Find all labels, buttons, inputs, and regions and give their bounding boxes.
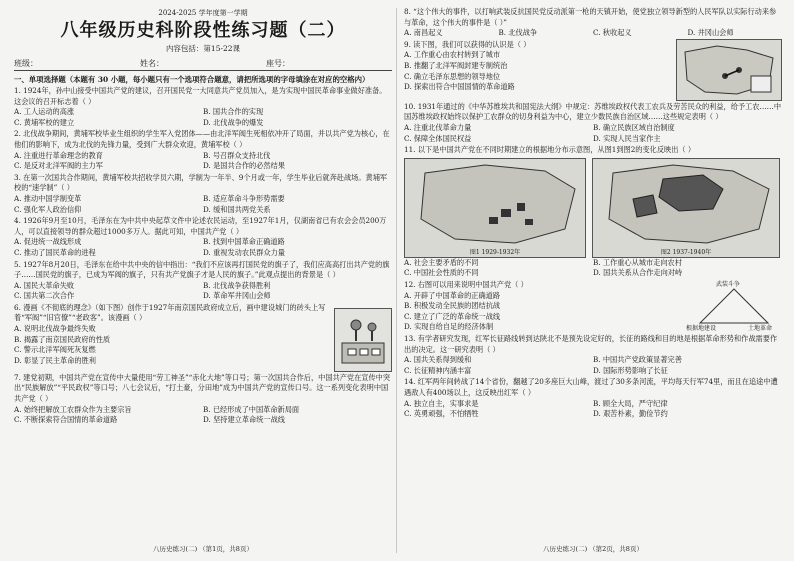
- option[interactable]: B. 找到中国革命正确道路: [203, 237, 285, 247]
- right-page: [404, 6, 782, 555]
- option[interactable]: D. 重视发动农民群众力量: [203, 247, 285, 257]
- question-1: 1. 1924年，孙中山接受中国共产党的建议，召开国民党一大同意共产党员加入，是为实现中国民革命事业做好准备。这会议的召开标志着（ ）: [14, 86, 387, 106]
- name-field-label[interactable]: 姓名：: [140, 59, 164, 68]
- options-10: [404, 123, 782, 144]
- question-14: 14. 红军两年间转战了14个省份，翻越了20多座巨大山峰，渡过了30多条河流，平均每天行军74里，而且在追途中遭遇敌人有400场以上，这反映出红军（ ）: [404, 377, 778, 397]
- tri-top: 武装斗争: [716, 280, 741, 288]
- cartoon-image: [334, 308, 392, 372]
- option[interactable]: B. 顾全大局，严守纪律: [593, 398, 668, 408]
- option[interactable]: B. 揭露了南京国民政府的性质: [14, 334, 111, 344]
- option[interactable]: B. 确立民族区域自治制度: [593, 122, 675, 132]
- map-1: [404, 158, 586, 258]
- option[interactable]: C. 强化军人政治信仰: [14, 204, 82, 214]
- option[interactable]: C. 中国社会性质的不同: [404, 268, 479, 278]
- option[interactable]: D. 缓和国共两党关系: [203, 204, 271, 214]
- triangle-diagram: [686, 279, 782, 333]
- option[interactable]: C. 确立毛泽东思想的领导地位: [404, 71, 501, 81]
- question-7: 7. 建党初期，中国共产党在宣传中大量使用“劳工神圣”“赤化大地”等口号；第一次国共合作后，中国共产党在宣传中突出“民族解放”“平民政权”等口号；八七会议后，“打土豪，分田地”成为中国共产党的宣传口号。这一系列变化表明中国共产党（ ）: [14, 372, 391, 404]
- question-6-block: [14, 302, 392, 372]
- maps-row: [404, 158, 782, 258]
- option[interactable]: C. 是反对北洋军阀的主力军: [14, 161, 103, 171]
- question-3: 3. 在第一次国共合作期间，黄埔军校共招收学员六期，学制为一年半、9个月或一年，学生毕业后就奔赴战场。黄埔军校的“速学制”（ ）: [14, 172, 388, 193]
- option[interactable]: C. 国共第二次合作: [14, 291, 75, 301]
- option[interactable]: B. 工作重心从城市走向农村: [593, 257, 682, 267]
- class-field-label[interactable]: 班级：: [14, 59, 38, 68]
- option[interactable]: D. 井冈山会师: [687, 28, 734, 38]
- option[interactable]: D. 坚持建立革命统一战线: [203, 415, 285, 425]
- question-9: 9. 读下图，我们可以获得的认识是（ ）: [404, 39, 531, 49]
- options-2: [14, 151, 392, 172]
- term-label: 2024-2025 学年度第一学期: [158, 9, 248, 17]
- scope-label: 内容包括：第15-22课: [165, 44, 241, 53]
- option[interactable]: A. 社会主要矛盾的不同: [404, 257, 479, 267]
- base-map-2-icon: [593, 159, 779, 247]
- option[interactable]: C. 推动了国民革命的进程: [14, 247, 96, 257]
- option[interactable]: A. 注重北伐革命力量: [404, 122, 472, 132]
- option[interactable]: C. 不断探索符合国情的革命道路: [14, 415, 118, 425]
- student-info-row: [14, 58, 392, 71]
- option[interactable]: D. 国际形势影响了长征: [593, 365, 668, 375]
- options-1: [14, 107, 392, 128]
- option[interactable]: A. 推动中国学制变革: [14, 193, 82, 203]
- options-14: [404, 399, 782, 420]
- option[interactable]: A. 工人运动的高涨: [14, 107, 75, 117]
- option[interactable]: A. 工作重心由农村转到了城市: [404, 50, 501, 60]
- route-map: [676, 39, 782, 101]
- option[interactable]: D. 北伐战争的爆发: [203, 117, 264, 127]
- question-11: 11. 以下是中国共产党在不同时期建立的根据地分布示意图，从图1到图2的变化反映出（ ）: [404, 145, 696, 155]
- options-8: [404, 28, 782, 39]
- option[interactable]: D. 彰显了民主革命的胜利: [14, 355, 96, 365]
- question-13: 13. 有学者研究发现，红军长征路线转到达陕北不是预先设定好的，长征的路线和目的地是根据革命形势和作战需要作出的决定。这一研究表明（ ）: [404, 333, 778, 354]
- tri-left: 根据地建设: [686, 324, 717, 332]
- option[interactable]: B. 北伐战争: [498, 28, 538, 38]
- option[interactable]: C. 黄埔军校的建立: [14, 117, 75, 127]
- option[interactable]: B. 号召群众支持北伐: [203, 150, 271, 160]
- option[interactable]: B. 推翻了北洋军阀封建专制统治: [404, 60, 508, 70]
- option[interactable]: B. 已经形成了中国革命新局面: [203, 404, 300, 414]
- option[interactable]: D. 实现自给自足的经济体制: [404, 322, 494, 332]
- question-12: 12. 右图可以用来说明中国共产党（ ）: [404, 279, 528, 289]
- map-icon: [677, 40, 781, 100]
- question-9-block: [404, 39, 782, 101]
- option[interactable]: A. 国民大革命失败: [14, 280, 75, 290]
- question-8: 8. “这个伟大的事件，以打响武装反抗国民党反动派第一枪的天镇开始，使党独立领导新型的人民军队以实际行动来参与革命，这个伟大的事件是（ ）”: [404, 7, 777, 27]
- page-footer-right: 八历史练习(二) （第2页，共8页）: [543, 545, 643, 553]
- base-map-1-icon: [405, 159, 585, 247]
- question-2: 2. 北伐战争期间，黄埔军校毕业生组织的学生军入党团体——由北洋军阀生死相依冲开了局面，并以共产党为核心，在他们的影响下，成为北伐的先锋力量，受到广大群众欢迎，黄埔军校（ ）: [14, 129, 390, 149]
- option[interactable]: A. 开辟了中国革命的正确道路: [404, 290, 501, 300]
- option[interactable]: B. 中国共产党政策显著完善: [593, 355, 682, 365]
- option[interactable]: D. 探索出符合中国国情的革命道路: [404, 82, 515, 92]
- option[interactable]: B. 积极发动全民族的团结抗战: [404, 301, 501, 311]
- question-6: 6. 漫画《不彻底的理念》（如下图）创作于1927年南京国民政府成立后，画中建设城门的砖头上写着“军阀”“旧官僚”“老政客”。该漫画（ ）: [14, 302, 326, 323]
- page-footer-left: 八历史练习(二) （第1页，共8页）: [153, 545, 253, 553]
- options-6: [14, 324, 328, 366]
- option[interactable]: C. 英勇顽强，不怕牺牲: [404, 409, 479, 419]
- option[interactable]: C. 警示北洋军阀死灰复燃: [14, 345, 96, 355]
- map-2-caption: 图2 1937-1940年: [660, 248, 712, 256]
- options-12: [404, 291, 680, 333]
- option[interactable]: D. 艰苦朴素，勤俭节约: [593, 409, 668, 419]
- option[interactable]: A. 促进统一战线形成: [14, 237, 82, 247]
- options-11: [404, 258, 782, 279]
- cartoon-figure-icon: [338, 313, 388, 367]
- option[interactable]: D. 是国共合作的必然结果: [203, 161, 285, 171]
- seat-field-label[interactable]: 座号：: [266, 59, 290, 68]
- option[interactable]: A. 南昌起义: [404, 28, 443, 38]
- option[interactable]: B. 适应革命斗争形势需要: [203, 193, 285, 203]
- section-heading: 一、单项选择题（本题有 30 小题，每小题只有一个选项符合题意，请把所选项的字母填涂在对应的空格内）: [14, 75, 370, 84]
- option[interactable]: A. 国共关系得到缓和: [404, 355, 472, 365]
- question-4: 4. 1926年9月至10月，毛泽东在为中共中央起草文件中论述农民运动，至1927年1月，仅湖南省已有农会会员200万人，可以直接领导的群众超过1000多万人。据此可知，中国共产党（ ）: [14, 216, 387, 236]
- option[interactable]: C. 长征精神内涵丰富: [404, 365, 472, 375]
- options-13: [404, 355, 782, 376]
- option[interactable]: D. 国共关系从合作走向对峙: [593, 268, 683, 278]
- options-7: [14, 405, 392, 426]
- option[interactable]: A. 独立自主，实事求是: [404, 398, 479, 408]
- tri-right: 土地革命: [748, 324, 773, 332]
- options-9: [404, 50, 670, 92]
- option[interactable]: C. 秋收起义: [593, 28, 632, 38]
- option[interactable]: C. 保障全体国民权益: [404, 133, 472, 143]
- option[interactable]: B. 国共合作的实现: [203, 107, 264, 117]
- question-12-block: [404, 279, 782, 333]
- options-3: [14, 194, 392, 215]
- exam-title: 八年级历史科阶段性练习题（二）: [60, 20, 346, 41]
- option[interactable]: A. 始终把解放工农群众作为主要宗旨: [14, 404, 132, 414]
- option[interactable]: A. 说明北伐战争最终失败: [14, 324, 96, 334]
- option[interactable]: C. 建立了广泛的革命统一战线: [404, 311, 501, 321]
- option[interactable]: D. 实现人民当家作主: [593, 133, 661, 143]
- map-1-caption: 图1 1929-1932年: [469, 248, 521, 256]
- options-5: [14, 281, 392, 302]
- option[interactable]: A. 注重进行革命理念的教育: [14, 150, 103, 160]
- option[interactable]: B. 北伐战争获得胜利: [203, 280, 271, 290]
- page-divider: [396, 8, 397, 553]
- left-page: [14, 6, 392, 555]
- option[interactable]: D. 革命军井冈山会师: [203, 291, 271, 301]
- question-10: 10. 1931年通过的《中华苏维埃共和国宪法大纲》中规定：苏维埃政权代表工农兵及劳苦民众的利益，给予工农……中国苏维埃政权始终以保护工农群众的切身利益为中心，建立少数民族自治区域……这些规定表明（ ）: [404, 101, 782, 122]
- question-5: 5. 1927年8月20日，毛泽东在给中共中央的信中指出：“我们不应该再打国民党的旗子了，我们应高高打出共产党的旗子……国民党的旗子，已成为军阀的旗子，只有共产党旗子才是人民的旗子。”此观点提出的背景是（ ）: [14, 259, 390, 280]
- map-2: [592, 158, 780, 258]
- options-4: [14, 237, 392, 258]
